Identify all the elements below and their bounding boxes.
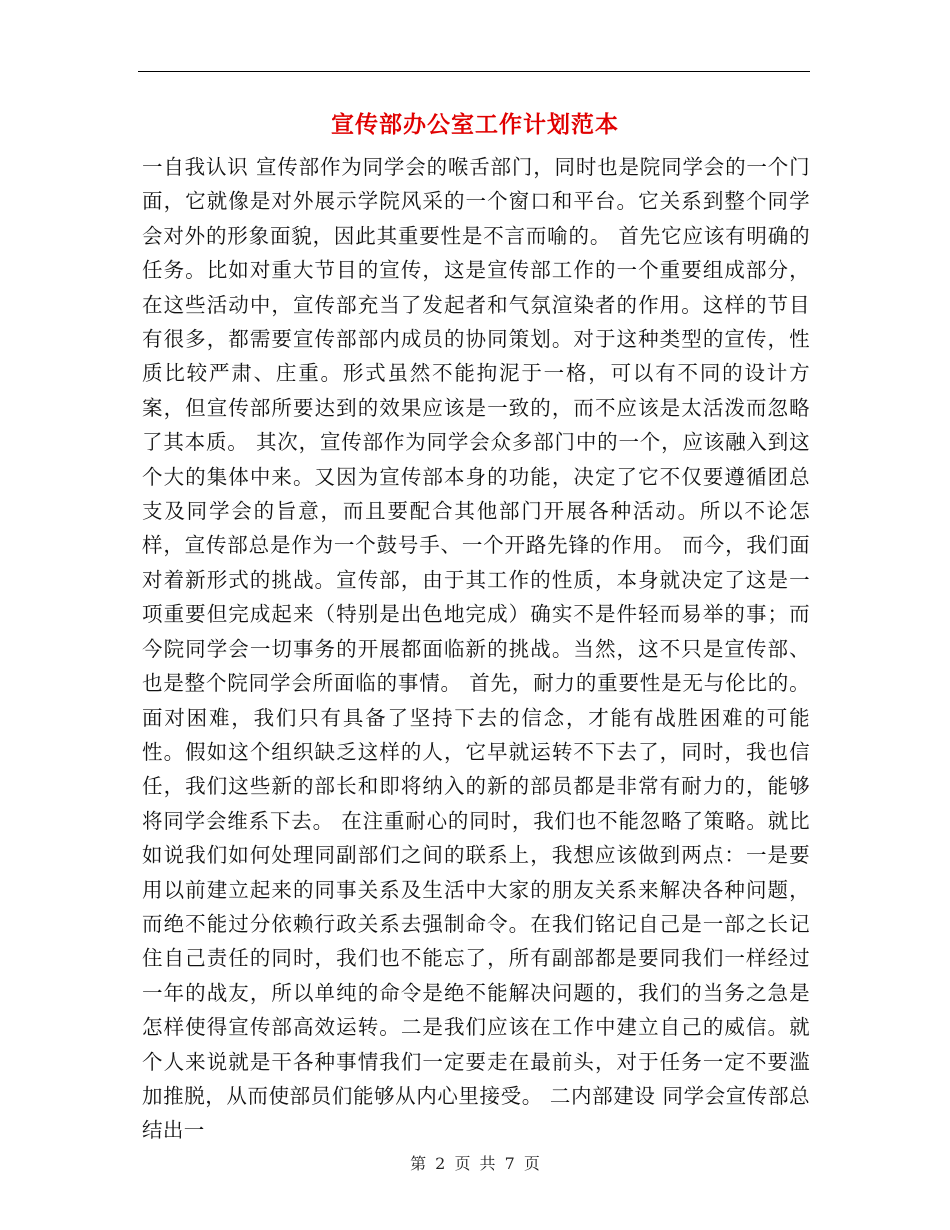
document-body: 一自我认识 宣传部作为同学会的喉舌部门，同时也是院同学会的一个门面，它就像是对外展示学院风采的一个窗口和平台。它关系到整个同学会对外的形象面貌，因此其重要性是不言而喻的。 首先它应该有明确的任务。比如对重大节目的宣传，这是宣传部工作的一个重要组成部分，在这些活动中，宣传部充当了发起者和气氛渲染者的作用。这样的节目有很多，都需要宣传部部内成员的协同策划。对于这种类型的宣传，性质比较严肃、庄重。形式虽然不能拘泥于一格，可以有不同的设计方案，但宣传部所要达到的效果应该是一致的，而不应该是太活泼而忽略了其本质。 其次，宣传部作为同学会众多部门中的一个，应该融入到这个大的集体中来。又因为宣传部本身的功能，决定了它不仅要遵循团总支及同学会的旨意，而且要配合其他部门开展各种活动。所以不论怎样，宣传部总是作为一个鼓号手、一个开路先锋的作用。 而今，我们面对着新形式的挑战。宣传部，由于其工作的性质，本身就决定了这是一项重要但完成起来（特别是出色地完成）确实不是件轻而易举的事；而今院同学会一切事务的开展都面临新的挑战。当然，这不只是宣传部、也是整个院同学会所面临的事情。 首先，耐力的重要性是无与伦比的。面对困难，我们只有具备了坚持下去的信念，才能有战胜困难的可能性。假如这个组织缺乏这样的人，它早就运转不下去了，同时，我也信任，我们这些新的部长和即将纳入的新的部员都是非常有耐力的，能够将同学会维系下去。 在注重耐心的同时，我们也不能忽略了策略。就比如说我们如何处理同副部们之间的联系上，我想应该做到两点：一是要用以前建立起来的同事关系及生活中大家的朋友关系来解决各种问题，而绝不能过分依赖行政关系去强制命令。在我们铭记自己是一部之长记住自己责任的同时，我们也不能忘了，所有副部都是要同我们一样经过一年的战友，所以单纯的命令是绝不能解决问题的，我们的当务之急是怎样使得宣传部高效运转。二是我们应该在工作中建立自己的威信。就个人来说就是干各种事情我们一定要走在最前头，对于任务一定不要滥加推脱，从而使部员们能够从内心里接受。 二内部建设 同学会宣传部总结出一 [142,155,810,1143]
document-title: 宣传部办公室工作计划范本 [331,111,619,138]
page-number: 第 2 页 共 7 页 [410,1154,540,1173]
header-rule [138,71,810,72]
